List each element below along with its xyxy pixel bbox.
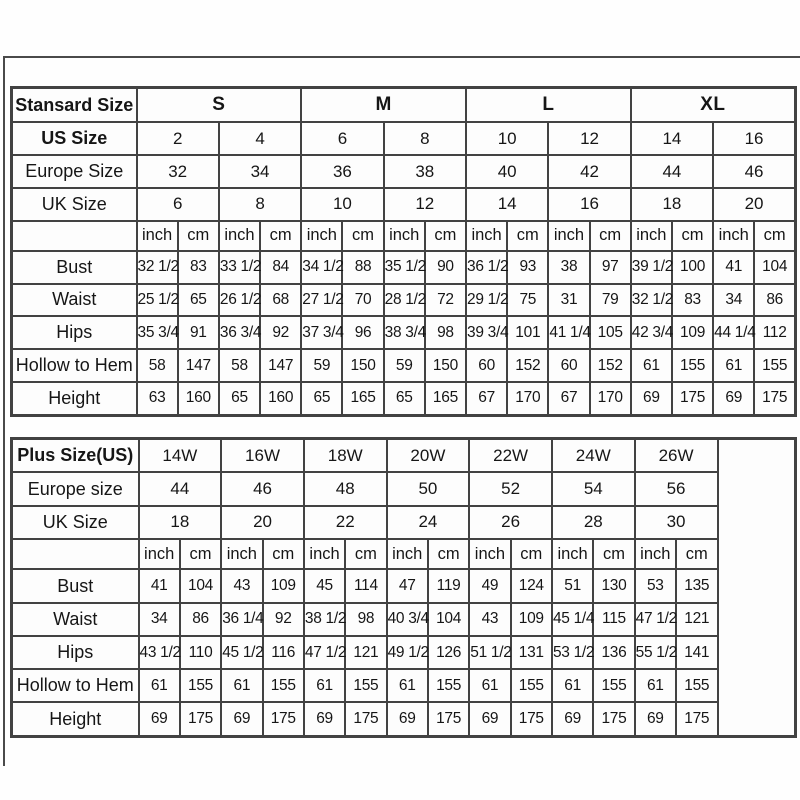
measurement-value-cell: 126: [428, 636, 469, 669]
size-value-cell: 14: [631, 122, 713, 155]
size-value-cell: 46: [221, 472, 304, 505]
measurement-value-cell: 170: [590, 382, 631, 416]
measurement-value-cell: 34: [713, 284, 754, 317]
size-value-cell: 42: [548, 155, 630, 188]
measurement-value-cell: 104: [754, 251, 795, 284]
unit-header-cm: cm: [672, 221, 713, 251]
measurement-value-cell: 39 1/2: [631, 251, 672, 284]
measurement-value-cell: 119: [428, 569, 469, 602]
size-value-cell: 14: [466, 188, 548, 221]
measurement-value-cell: 40 3/4: [387, 603, 428, 636]
measurement-value-cell: 67: [548, 382, 589, 416]
size-value-cell: 12: [548, 122, 630, 155]
measurement-value-cell: 175: [345, 702, 386, 736]
measurement-value-cell: 51 1/2: [469, 636, 510, 669]
measurement-value-cell: 175: [180, 702, 221, 736]
measurement-value-cell: 69: [631, 382, 672, 416]
measurement-value-cell: 41: [139, 569, 180, 602]
measurement-value-cell: 29 1/2: [466, 284, 507, 317]
plus-size-header: 26W: [635, 439, 718, 473]
measurement-value-cell: 141: [676, 636, 718, 669]
unit-header-inch: inch: [139, 539, 180, 569]
measurement-value-cell: 61: [713, 349, 754, 382]
measurement-value-cell: 32 1/2: [137, 251, 178, 284]
unit-header-inch: inch: [552, 539, 593, 569]
measurement-value-cell: 86: [754, 284, 795, 317]
plus-size-header: 20W: [387, 439, 470, 473]
measurement-value-cell: 35 1/2: [384, 251, 425, 284]
measurement-value-cell: 150: [342, 349, 383, 382]
size-value-cell: 6: [301, 122, 383, 155]
measurement-value-cell: 147: [260, 349, 301, 382]
measurement-value-cell: 25 1/2: [137, 284, 178, 317]
size-value-cell: 44: [139, 472, 222, 505]
row-label: Waist: [12, 284, 137, 317]
measurement-value-cell: 61: [552, 669, 593, 702]
measurement-value-cell: 65: [178, 284, 219, 317]
unit-header-inch: inch: [635, 539, 676, 569]
measurement-value-cell: 97: [590, 251, 631, 284]
size-value-cell: 52: [469, 472, 552, 505]
size-value-cell: 56: [635, 472, 718, 505]
measurement-value-cell: 45 1/2: [221, 636, 262, 669]
unit-header-cm: cm: [180, 539, 221, 569]
size-value-cell: 22: [304, 506, 387, 539]
unit-header-cm: cm: [263, 539, 304, 569]
measurement-value-cell: 61: [139, 669, 180, 702]
size-value-cell: 26: [469, 506, 552, 539]
measurement-value-cell: 96: [342, 316, 383, 349]
measurement-value-cell: 61: [221, 669, 262, 702]
empty-corner-cell: [12, 539, 139, 569]
size-value-cell: 54: [552, 472, 635, 505]
measurement-value-cell: 41: [713, 251, 754, 284]
standard-size-table-body: [12, 88, 796, 416]
plus-table-title: Plus Size(US): [12, 439, 139, 473]
measurement-value-cell: 61: [635, 669, 676, 702]
measurement-value-cell: 124: [511, 569, 552, 602]
measurement-value-cell: 63: [137, 382, 178, 416]
row-label: Europe size: [12, 472, 139, 505]
plus-size-header: 14W: [139, 439, 222, 473]
size-value-cell: 16: [713, 122, 795, 155]
measurement-value-cell: 165: [342, 382, 383, 416]
measurement-value-cell: 26 1/2: [219, 284, 260, 317]
size-value-cell: 46: [713, 155, 795, 188]
size-value-cell: 36: [301, 155, 383, 188]
measurement-value-cell: 155: [676, 669, 718, 702]
measurement-value-cell: 45 1/4: [552, 603, 593, 636]
size-value-cell: 8: [384, 122, 466, 155]
measurement-value-cell: 45: [304, 569, 345, 602]
size-value-cell: 32: [137, 155, 219, 188]
plus-size-table-body: [12, 439, 796, 737]
measurement-value-cell: 175: [428, 702, 469, 736]
measurement-value-cell: 36 1/4: [221, 603, 262, 636]
unit-header-cm: cm: [178, 221, 219, 251]
size-value-cell: 28: [552, 506, 635, 539]
measurement-value-cell: 104: [180, 569, 221, 602]
size-group-header: M: [301, 88, 466, 123]
measurement-value-cell: 28 1/2: [384, 284, 425, 317]
size-value-cell: 40: [466, 155, 548, 188]
measurement-value-cell: 135: [676, 569, 718, 602]
measurement-value-cell: 65: [384, 382, 425, 416]
measurement-value-cell: 51: [552, 569, 593, 602]
measurement-value-cell: 36 1/2: [466, 251, 507, 284]
measurement-value-cell: 152: [590, 349, 631, 382]
size-value-cell: 18: [631, 188, 713, 221]
measurement-value-cell: 131: [511, 636, 552, 669]
measurement-value-cell: 39 3/4: [466, 316, 507, 349]
unit-header-inch: inch: [466, 221, 507, 251]
size-value-cell: 38: [384, 155, 466, 188]
row-label: Height: [12, 382, 137, 416]
measurement-value-cell: 86: [180, 603, 221, 636]
unit-header-cm: cm: [590, 221, 631, 251]
measurement-value-cell: 155: [345, 669, 386, 702]
unit-header-inch: inch: [384, 221, 425, 251]
measurement-value-cell: 147: [178, 349, 219, 382]
unit-header-inch: inch: [387, 539, 428, 569]
size-value-cell: 4: [219, 122, 301, 155]
unit-header-cm: cm: [593, 539, 634, 569]
measurement-value-cell: 53 1/2: [552, 636, 593, 669]
measurement-value-cell: 121: [345, 636, 386, 669]
measurement-value-cell: 79: [590, 284, 631, 317]
size-value-cell: 50: [387, 472, 470, 505]
measurement-value-cell: 175: [672, 382, 713, 416]
unit-header-inch: inch: [548, 221, 589, 251]
unit-header-inch: inch: [304, 539, 345, 569]
measurement-value-cell: 69: [387, 702, 428, 736]
size-value-cell: 44: [631, 155, 713, 188]
row-label: UK Size: [12, 506, 139, 539]
measurement-value-cell: 114: [345, 569, 386, 602]
measurement-value-cell: 47 1/2: [304, 636, 345, 669]
size-group-header: L: [466, 88, 631, 123]
measurement-value-cell: 49 1/2: [387, 636, 428, 669]
size-group-header: S: [137, 88, 302, 123]
measurement-value-cell: 60: [466, 349, 507, 382]
row-label: Bust: [12, 569, 139, 602]
unit-header-cm: cm: [507, 221, 548, 251]
plus-size-header: 22W: [469, 439, 552, 473]
measurement-value-cell: 130: [593, 569, 634, 602]
measurement-value-cell: 100: [672, 251, 713, 284]
measurement-value-cell: 43: [469, 603, 510, 636]
row-label: Hollow to Hem: [12, 669, 139, 702]
measurement-value-cell: 170: [507, 382, 548, 416]
measurement-value-cell: 69: [552, 702, 593, 736]
measurement-value-cell: 32 1/2: [631, 284, 672, 317]
row-label: Europe Size: [12, 155, 137, 188]
measurement-value-cell: 98: [425, 316, 466, 349]
measurement-value-cell: 104: [428, 603, 469, 636]
measurement-value-cell: 91: [178, 316, 219, 349]
measurement-value-cell: 155: [180, 669, 221, 702]
size-group-header: XL: [631, 88, 796, 123]
unit-header-cm: cm: [425, 221, 466, 251]
row-label: UK Size: [12, 188, 137, 221]
measurement-value-cell: 59: [301, 349, 342, 382]
measurement-value-cell: 155: [593, 669, 634, 702]
measurement-value-cell: 110: [180, 636, 221, 669]
row-label: Hips: [12, 316, 137, 349]
standard-size-table: [10, 86, 797, 417]
size-value-cell: 30: [635, 506, 718, 539]
measurement-value-cell: 58: [137, 349, 178, 382]
unit-header-inch: inch: [301, 221, 342, 251]
measurement-value-cell: 41 1/4: [548, 316, 589, 349]
measurement-value-cell: 35 3/4: [137, 316, 178, 349]
measurement-value-cell: 69: [221, 702, 262, 736]
measurement-value-cell: 34 1/2: [301, 251, 342, 284]
measurement-value-cell: 105: [590, 316, 631, 349]
measurement-value-cell: 37 3/4: [301, 316, 342, 349]
measurement-value-cell: 55 1/2: [635, 636, 676, 669]
measurement-value-cell: 27 1/2: [301, 284, 342, 317]
size-value-cell: 12: [384, 188, 466, 221]
measurement-value-cell: 36 3/4: [219, 316, 260, 349]
unit-header-inch: inch: [713, 221, 754, 251]
measurement-value-cell: 109: [672, 316, 713, 349]
measurement-value-cell: 101: [507, 316, 548, 349]
measurement-value-cell: 69: [469, 702, 510, 736]
measurement-value-cell: 43 1/2: [139, 636, 180, 669]
measurement-value-cell: 68: [260, 284, 301, 317]
plus-size-header: 16W: [221, 439, 304, 473]
measurement-value-cell: 69: [139, 702, 180, 736]
trailing-blank-cell: [718, 439, 796, 737]
unit-header-cm: cm: [260, 221, 301, 251]
plus-size-table: [10, 437, 797, 738]
unit-header-inch: inch: [221, 539, 262, 569]
measurement-value-cell: 90: [425, 251, 466, 284]
measurement-value-cell: 115: [593, 603, 634, 636]
measurement-value-cell: 43: [221, 569, 262, 602]
size-value-cell: 10: [301, 188, 383, 221]
measurement-value-cell: 93: [507, 251, 548, 284]
measurement-value-cell: 75: [507, 284, 548, 317]
measurement-value-cell: 160: [260, 382, 301, 416]
size-value-cell: 2: [137, 122, 219, 155]
measurement-value-cell: 88: [342, 251, 383, 284]
measurement-value-cell: 69: [304, 702, 345, 736]
measurement-value-cell: 67: [466, 382, 507, 416]
measurement-value-cell: 31: [548, 284, 589, 317]
measurement-value-cell: 175: [754, 382, 795, 416]
unit-header-inch: inch: [137, 221, 178, 251]
size-value-cell: 10: [466, 122, 548, 155]
measurement-value-cell: 38 1/2: [304, 603, 345, 636]
measurement-value-cell: 175: [263, 702, 304, 736]
size-value-cell: 18: [139, 506, 222, 539]
measurement-value-cell: 84: [260, 251, 301, 284]
measurement-value-cell: 33 1/2: [219, 251, 260, 284]
unit-header-inch: inch: [469, 539, 510, 569]
measurement-value-cell: 160: [178, 382, 219, 416]
measurement-value-cell: 109: [511, 603, 552, 636]
measurement-value-cell: 155: [511, 669, 552, 702]
empty-corner-cell: [12, 221, 137, 251]
measurement-value-cell: 59: [384, 349, 425, 382]
size-value-cell: 34: [219, 155, 301, 188]
size-value-cell: 8: [219, 188, 301, 221]
measurement-value-cell: 109: [263, 569, 304, 602]
unit-header-cm: cm: [676, 539, 718, 569]
measurement-value-cell: 155: [754, 349, 795, 382]
measurement-value-cell: 49: [469, 569, 510, 602]
measurement-value-cell: 72: [425, 284, 466, 317]
measurement-value-cell: 61: [304, 669, 345, 702]
measurement-value-cell: 34: [139, 603, 180, 636]
measurement-value-cell: 116: [263, 636, 304, 669]
plus-size-header: 18W: [304, 439, 387, 473]
measurement-value-cell: 152: [507, 349, 548, 382]
unit-header-cm: cm: [342, 221, 383, 251]
measurement-value-cell: 38 3/4: [384, 316, 425, 349]
row-label: US Size: [12, 122, 137, 155]
row-label: Bust: [12, 251, 137, 284]
size-value-cell: 20: [221, 506, 304, 539]
standard-table-title: Stansard Size: [12, 88, 137, 123]
row-label: Hips: [12, 636, 139, 669]
measurement-value-cell: 69: [635, 702, 676, 736]
measurement-value-cell: 155: [263, 669, 304, 702]
measurement-value-cell: 47 1/2: [635, 603, 676, 636]
measurement-value-cell: 42 3/4: [631, 316, 672, 349]
measurement-value-cell: 136: [593, 636, 634, 669]
measurement-value-cell: 155: [428, 669, 469, 702]
measurement-value-cell: 61: [631, 349, 672, 382]
measurement-value-cell: 70: [342, 284, 383, 317]
size-value-cell: 6: [137, 188, 219, 221]
measurement-value-cell: 175: [511, 702, 552, 736]
measurement-value-cell: 121: [676, 603, 718, 636]
row-label: Hollow to Hem: [12, 349, 137, 382]
measurement-value-cell: 112: [754, 316, 795, 349]
measurement-value-cell: 38: [548, 251, 589, 284]
size-value-cell: 24: [387, 506, 470, 539]
measurement-value-cell: 69: [713, 382, 754, 416]
row-label: Waist: [12, 603, 139, 636]
measurement-value-cell: 83: [178, 251, 219, 284]
size-value-cell: 20: [713, 188, 795, 221]
unit-header-inch: inch: [631, 221, 672, 251]
measurement-value-cell: 58: [219, 349, 260, 382]
measurement-value-cell: 150: [425, 349, 466, 382]
unit-header-cm: cm: [754, 221, 795, 251]
measurement-value-cell: 165: [425, 382, 466, 416]
measurement-value-cell: 83: [672, 284, 713, 317]
measurement-value-cell: 92: [260, 316, 301, 349]
row-label: Height: [12, 702, 139, 736]
measurement-value-cell: 65: [301, 382, 342, 416]
unit-header-cm: cm: [511, 539, 552, 569]
measurement-value-cell: 175: [593, 702, 634, 736]
measurement-value-cell: 155: [672, 349, 713, 382]
unit-header-cm: cm: [345, 539, 386, 569]
plus-size-header: 24W: [552, 439, 635, 473]
measurement-value-cell: 53: [635, 569, 676, 602]
measurement-value-cell: 98: [345, 603, 386, 636]
measurement-value-cell: 65: [219, 382, 260, 416]
size-value-cell: 16: [548, 188, 630, 221]
measurement-value-cell: 92: [263, 603, 304, 636]
unit-header-inch: inch: [219, 221, 260, 251]
measurement-value-cell: 60: [548, 349, 589, 382]
unit-header-cm: cm: [428, 539, 469, 569]
measurement-value-cell: 44 1/4: [713, 316, 754, 349]
measurement-value-cell: 61: [469, 669, 510, 702]
measurement-value-cell: 175: [676, 702, 718, 736]
measurement-value-cell: 61: [387, 669, 428, 702]
size-value-cell: 48: [304, 472, 387, 505]
measurement-value-cell: 47: [387, 569, 428, 602]
